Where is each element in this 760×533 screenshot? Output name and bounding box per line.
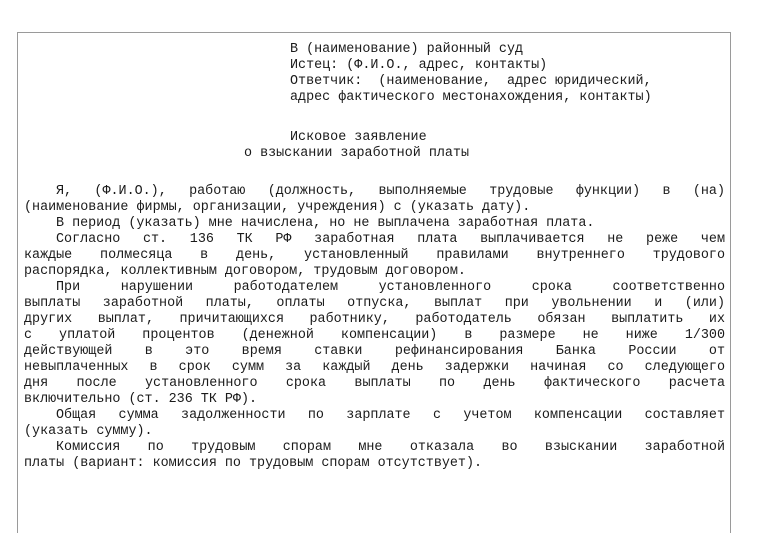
- body-line: невыплаченных в срок сумм за каждый день задержки начиная со следующего: [24, 360, 725, 375]
- body-line: При нарушении работодателем установленного срока соответственно: [56, 280, 725, 295]
- body-line: платы (вариант: комиссия по трудовым спорам отсутствует).: [24, 456, 483, 471]
- body-line: В период (указать) мне начислена, но не выплачена заработная плата.: [56, 216, 595, 231]
- header-defendant: Ответчик: (наименование, адрес юридический,: [290, 74, 652, 89]
- body-line: дня после установленного срока выплаты по день фактического расчета: [24, 376, 725, 391]
- body-line: выплаты заработной платы, оплаты отпуска, выплат при увольнении и (или): [24, 296, 725, 311]
- body-line: с уплатой процентов (денежной компенсации) в размере не ниже 1/300: [24, 328, 725, 343]
- body-line: (наименование фирмы, организации, учреждения) с (указать дату).: [24, 200, 531, 215]
- body-line: включительно (ст. 236 ТК РФ).: [24, 392, 258, 407]
- body-line: других выплат, причитающихся работнику, работодатель обязан выплатить их: [24, 312, 725, 327]
- header-plaintiff: Истец: (Ф.И.О., адрес, контакты): [290, 58, 548, 73]
- header-court: В (наименование) районный суд: [290, 42, 524, 57]
- body-line: Я, (Ф.И.О.), работаю (должность, выполняемые трудовые функции) в (на): [56, 184, 725, 199]
- body-line: Общая сумма задолженности по зарплате с учетом компенсации составляет: [56, 408, 725, 423]
- body-line: каждые полмесяца в день, установленный правилами внутреннего трудового: [24, 248, 725, 263]
- body-line: Комиссия по трудовым спорам мне отказала во взыскании заработной: [56, 440, 725, 455]
- body-line: действующей в это время ставки рефинансирования Банка России от: [24, 344, 725, 359]
- body-line: (указать сумму).: [24, 424, 153, 439]
- document-subtitle: о взыскании заработной платы: [244, 146, 469, 161]
- document-title: Исковое заявление: [290, 130, 427, 145]
- header-defendant-address: адрес фактического местонахождения, контакты): [290, 90, 652, 105]
- body-line: Согласно ст. 136 ТК РФ заработная плата выплачивается не реже чем: [56, 232, 725, 247]
- body-line: распорядка, коллективным договором, трудовым договором.: [24, 264, 466, 279]
